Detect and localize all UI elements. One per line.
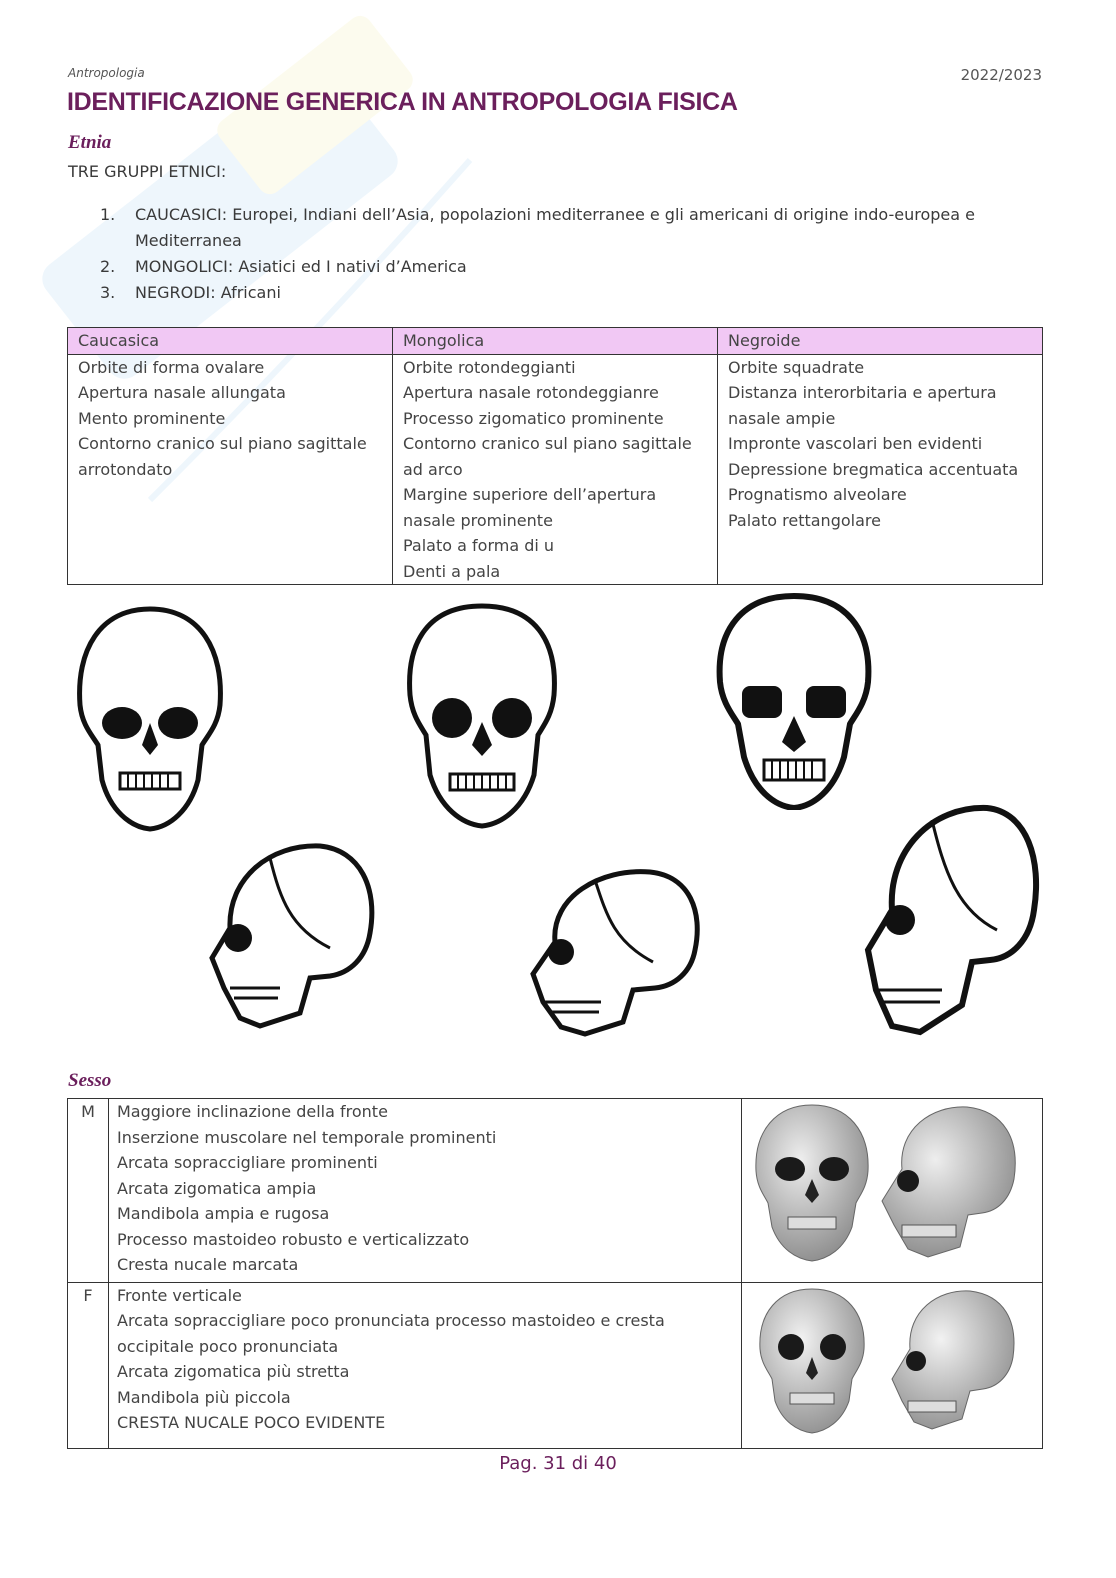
page-title: IDENTIFICAZIONE GENERICA IN ANTROPOLOGIA FISICA [67,88,738,116]
skull-side-caucasian-image [200,838,380,1033]
column-header: Mongolica [393,328,718,355]
header-year: 2022/2023 [960,66,1042,84]
ethnic-groups-list [100,202,1040,306]
skull-front-caucasian-image [70,605,230,835]
male-skull-photos [742,1099,1043,1283]
skull-front-mongoloid-image [400,600,565,830]
column-header: Negroide [718,328,1043,355]
section-heading-etnia: Etnia [68,132,112,153]
header-subject: Antropologia [68,66,145,80]
table-cell-mongolica: Orbite rotondeggianti Apertura nasale rotondeggianre Processo zigomatico prominente Contorno cranico sul piano sagittale ad arco Margine superiore dell’apertura nasale prominente Palato a forma di u Denti a pala [393,354,718,585]
list-item: 1. CAUCASICI: Europei, Indiani dell’Asia, popolazioni mediterranee e gli americani di origine indo-europea e Mediterranea [100,205,975,250]
table-cell-negroide: Orbite squadrate Distanza interorbitaria e apertura nasale ampie Impronte vascolari ben evidenti Depressione bregmatica accentuata Prognatismo alveolare Palato rettangolare [718,354,1043,585]
skull-side-mongoloid-image [515,862,705,1042]
table-header-row [68,328,1043,355]
skull-side-negroid-image [862,800,1042,1040]
female-skull-photos [742,1282,1043,1449]
sex-key-male: M [68,1099,109,1283]
table-cell-caucasica: Orbite di forma ovalare Apertura nasale allungata Mento prominente Contorno cranico sul piano sagittale arrotondato [68,354,393,585]
female-traits-cell: Fronte verticale Arcata sopraccigliare poco pronunciata processo mastoideo e cresta occipitale poco pronunciata Arcata zigomatica più stretta Mandibola più piccola CRESTA NUCALE POCO EVIDENTE [109,1282,742,1449]
etnia-intro: TRE GRUPPI ETNICI: [68,162,227,181]
section-heading-sesso: Sesso [68,1070,112,1091]
male-skull-image [742,1099,1042,1274]
table-row [68,354,1043,585]
table-row [68,1099,1043,1283]
sex-table [67,1098,1043,1449]
ethnicity-table [67,327,1043,585]
female-skull-image [742,1283,1042,1441]
page-number: Pag. 31 di 40 [499,1453,617,1474]
sex-key-female: F [68,1282,109,1449]
list-item: 2. MONGOLICI: Asiatici ed I nativi d’America [100,257,467,276]
skull-front-negroid-image [712,592,877,810]
table-row [68,1282,1043,1449]
male-traits-cell: Maggiore inclinazione della fronte Inserzione muscolare nel temporale prominenti Arcata sopraccigliare prominenti Arcata zigomatica ampia Mandibola ampia e rugosa Processo mastoideo robusto e verticalizzato Cresta nucale marcata [109,1099,742,1283]
list-item: 3. NEGRODI: Africani [100,283,281,302]
column-header: Caucasica [68,328,393,355]
